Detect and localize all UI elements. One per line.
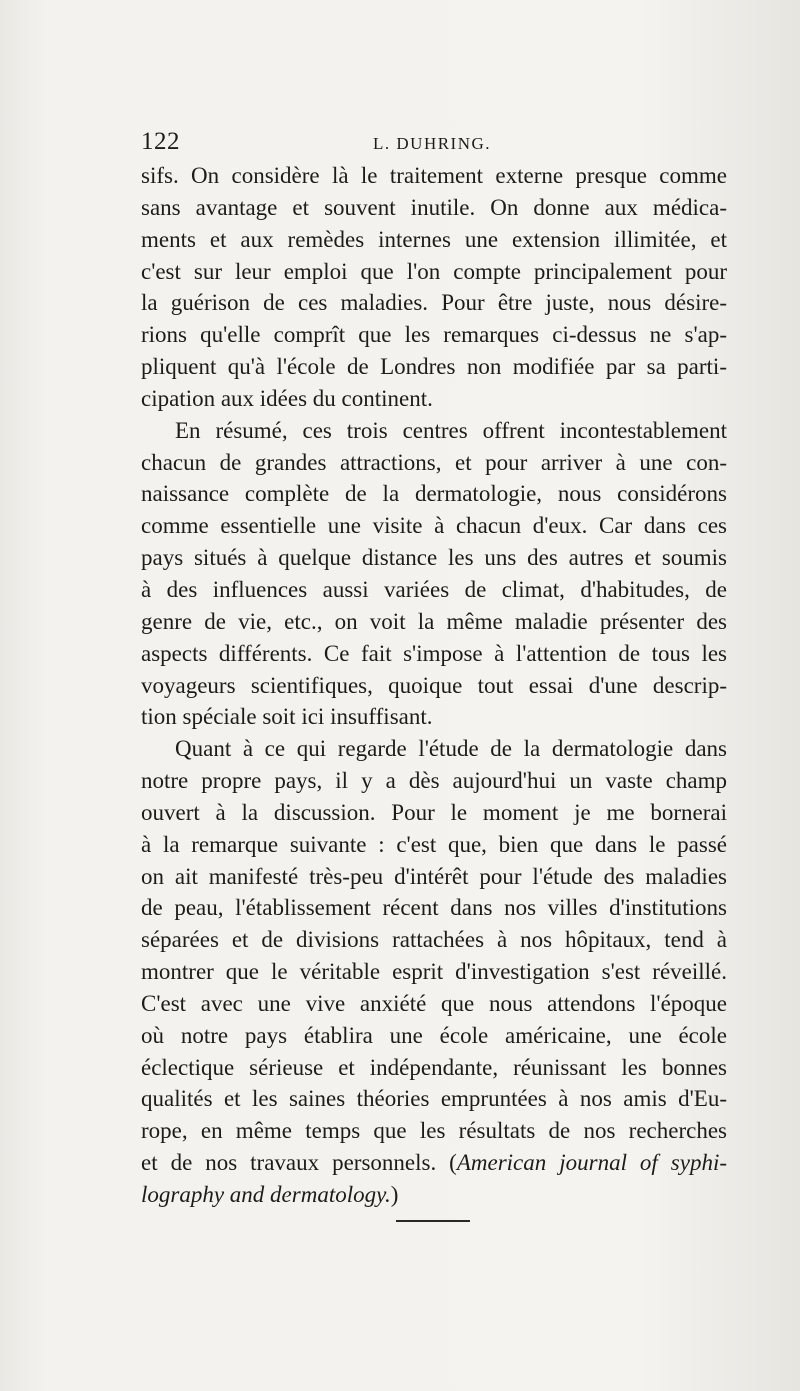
text-line: tion spéciale soit ici insuffisant. bbox=[141, 704, 433, 730]
citation-title: American journal of syphi- bbox=[456, 1150, 727, 1176]
text-segment: et de nos travaux personnels. ( bbox=[141, 1150, 457, 1176]
text-line-with-citation bbox=[141, 1147, 727, 1179]
text-line: aspects différents. Ce fait s'impose à l'attention de tous les bbox=[141, 640, 727, 666]
text-line: rope, en même temps que les résultats de nos recherches bbox=[141, 1118, 727, 1144]
running-head: L. DUHRING. bbox=[373, 134, 492, 153]
body-text bbox=[141, 160, 727, 1211]
text-line: montrer que le véritable esprit d'investigation s'est réveillé. bbox=[141, 959, 727, 985]
text-line: En résumé, ces trois centres offrent incontestablement bbox=[175, 417, 727, 443]
citation-title: logra bbox=[141, 1182, 191, 1207]
text-line: on ait manifesté très-peu d'intérêt pour l'étude des maladies bbox=[141, 863, 727, 889]
text-line: séparées et de divisions rattachées à nos hôpitaux, tend à bbox=[141, 927, 727, 953]
end-rule bbox=[396, 1220, 470, 1222]
text-line: ouvert à la discussion. Pour le moment je me bornerai bbox=[141, 799, 727, 825]
text-line: à la remarque suivante : c'est que, bien que dans le passé bbox=[141, 831, 727, 857]
text-line: c'est sur leur emploi que l'on compte principalement pour bbox=[141, 258, 727, 284]
text-line: sifs. On considère là le traitement externe presque comme bbox=[141, 163, 727, 188]
page-number: 122 bbox=[141, 128, 180, 155]
text-line: à des influences aussi variées de climat, d'habitudes, de bbox=[141, 576, 727, 602]
text-segment: ) bbox=[390, 1182, 399, 1207]
text-line: naissance complète de la dermatologie, nous considérons bbox=[141, 481, 727, 507]
text-line-with-citation bbox=[141, 1179, 727, 1211]
text-line: où notre pays établira une école américaine, une école bbox=[141, 1022, 727, 1048]
citation-title: phy and dermatology. bbox=[190, 1182, 391, 1207]
text-line: notre propre pays, il y a dès aujourd'hui un vaste champ bbox=[141, 768, 727, 794]
text-line: cipation aux idées du continent. bbox=[141, 385, 433, 411]
text-line: chacun de grandes attractions, et pour arriver à une con- bbox=[141, 449, 727, 475]
text-line: rions qu'elle comprît que les remarques ci-dessus ne s'ap- bbox=[141, 322, 727, 348]
text-line: sans avantage et souvent inutile. On donne aux médica- bbox=[141, 194, 727, 220]
text-line: de peau, l'établissement récent dans nos villes d'institutions bbox=[141, 895, 727, 921]
text-line: genre de vie, etc., on voit la même maladie présenter des bbox=[141, 608, 727, 634]
text-line: la guérison de ces maladies. Pour être juste, nous désire- bbox=[141, 290, 727, 316]
text-line: éclectique sérieuse et indépendante, réunissant les bonnes bbox=[141, 1054, 727, 1080]
text-line: ments et aux remèdes internes une extension illimitée, et bbox=[141, 226, 727, 252]
text-line: pliquent qu'à l'école de Londres non modifiée par sa parti- bbox=[141, 354, 727, 380]
text-line: pays situés à quelque distance les uns des autres et soumis bbox=[141, 545, 727, 571]
page-header bbox=[141, 128, 727, 158]
text-line: Quant à ce qui regarde l'étude de la dermatologie dans bbox=[175, 736, 727, 762]
text-line: comme essentielle une visite à chacun d'eux. Car dans ces bbox=[141, 513, 727, 539]
text-line: C'est avec une vive anxiété que nous attendons l'époque bbox=[141, 990, 727, 1016]
text-line: voyageurs scientifiques, quoique tout essai d'une descrip- bbox=[141, 672, 727, 698]
text-line: qualités et les saines théories empruntées à nos amis d'Eu- bbox=[141, 1086, 727, 1112]
